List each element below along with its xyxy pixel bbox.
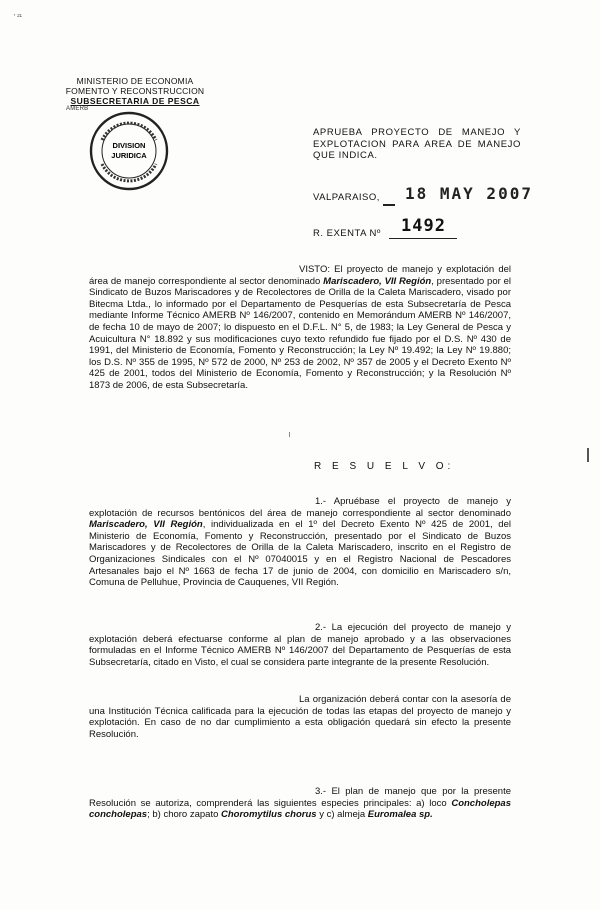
article-2 bbox=[89, 622, 511, 668]
letterhead-ministry-2: FOMENTO Y RECONSTRUCCION bbox=[65, 86, 205, 96]
resolution-underline bbox=[389, 238, 457, 239]
date-row bbox=[313, 184, 533, 208]
resolution-label: R. EXENTA Nº bbox=[313, 228, 381, 239]
article-2-paragraph-2-text: La organización deberá contar con la asesoría de una Institución Técnica calificada para la ejecución de todas las etapas del proyecto de manejo y explotación. En caso de no dar cumplimiento a esta obligación quedará sin efecto la presente Resolución. bbox=[89, 694, 511, 740]
letterhead bbox=[60, 76, 210, 113]
date-dash bbox=[383, 204, 395, 206]
article-2-paragraph-2 bbox=[89, 694, 511, 740]
article-3-text-3: y c) almeja bbox=[316, 809, 368, 821]
article-1-sector-name: Mariscadero, VII Región bbox=[89, 519, 203, 531]
division-juridica-stamp bbox=[88, 110, 170, 192]
species-choro-zapato: Choromytilus chorus bbox=[221, 809, 317, 821]
article-3-text-2: ; b) choro zapato bbox=[147, 809, 222, 821]
letterhead-amerb: AMERB bbox=[66, 106, 89, 112]
article-3-text-1: 3.- El plan de manejo que por la presente Resolución se autoriza, comprenderá las siguientes especies principales: a) loco bbox=[89, 786, 511, 809]
stamp-line-2: JURIDICA bbox=[111, 151, 147, 160]
article-1-text-2: , individualizada en el 1º del Decreto Exento Nº 425 de 2001, del Ministerio de Economía, Fomento y Reconstrucción, presentado por el Sindicato de Buzos Mariscadores y de Recolectores de Orilla de la Caleta Mariscadero, inscrito en el Registro de Organizaciones Sindicales con el Nº 07040015 y en el Registro Nacional de Pescadores Artesanales bajo el Nº 1663 de fecha 17 de junio de 2004, con domicilio en Mariscadero s/n, Comuna de Pelluhue, Provincia de Cauquenes, VII Región. bbox=[89, 519, 511, 589]
visto-paragraph bbox=[89, 264, 511, 392]
species-loco: Concholepas concholepas bbox=[89, 797, 511, 821]
visto-lead: VISTO: bbox=[299, 264, 330, 275]
article-1-text-1: 1.- Apruébase el proyecto de manejo y explotación de recursos bentónicos del área de manejo correspondiente al sector denominado bbox=[89, 496, 511, 519]
document-subject: APRUEBA PROYECTO DE MANEJO Y EXPLOTACION PARA AREA DE MANEJO QUE INDICA. bbox=[313, 127, 521, 161]
visto-text-1: El proyecto de manejo y explotación del área de manejo correspondiente al sector denominado bbox=[89, 264, 511, 287]
resolution-number: 1492 bbox=[401, 216, 446, 236]
letterhead-ministry: MINISTERIO DE ECONOMIA bbox=[76, 76, 194, 86]
stamp-line-1: DIVISION bbox=[112, 141, 146, 150]
species-almeja: Euromalea sp. bbox=[367, 809, 433, 821]
article-3 bbox=[89, 786, 511, 821]
margin-mark bbox=[289, 432, 290, 437]
date-stamp: 18 MAY 2007 bbox=[405, 184, 533, 203]
visto-text-2: , presentado por el Sindicato de Buzos Mariscadores y de Recolectores de Orilla de la Caleta Mariscadero, visado por Bitecma Ltda., lo informado por el Departamento de Pesquerías de esta Subsecretaría de Pesca mediante Informe Técnico AMERB Nº 146/2007, contenido en Memorándum AMERB Nº 146/2007, de fecha 10 de mayo de 2007; lo dispuesto en el D.F.L. N° 5, de 1983; la Ley General de Pesca y Acuicultura N° 18.892 y sus modificaciones cuyo texto refundido fue fijado por el D.S. Nº 430 de 1991, del Ministerio de Economía, Fomento y Reconstrucción; la Ley Nº 19.492; la Ley Nº 19.880; los D.S. Nº 355 de 1995, Nº 572 de 2000, Nº 253 de 2002, Nº 357 de 2005 y el Decreto Exento Nº 425 de 2001, todos del Ministerio de Economía, Fomento y Reconstrucción; y la Resolución Nº 1873 de 2006, de esta Subsecretaría. bbox=[89, 275, 511, 391]
resuelvo-heading: R E S U E L V O: bbox=[314, 461, 455, 472]
visto-sector-name: Mariscadero, VII Región bbox=[323, 275, 432, 287]
article-1 bbox=[89, 496, 511, 589]
letterhead-subsecretaria: SUBSECRETARIA DE PESCA bbox=[70, 96, 200, 106]
margin-mark-right bbox=[587, 448, 589, 462]
date-label: VALPARAISO, bbox=[313, 192, 380, 203]
scan-mark: ' ²¹ bbox=[14, 14, 22, 21]
resolution-row bbox=[313, 214, 513, 240]
article-2-text: 2.- La ejecución del proyecto de manejo y explotación deberá efectuarse conforme al plan de manejo aprobado y a las observaciones formuladas en el Informe Técnico AMERB Nº 146/2007 del Departamento de Pesquerías de esta Subsecretaría, citado en Visto, el cual se considera parte integrante de la presente Resolución. bbox=[89, 622, 511, 668]
